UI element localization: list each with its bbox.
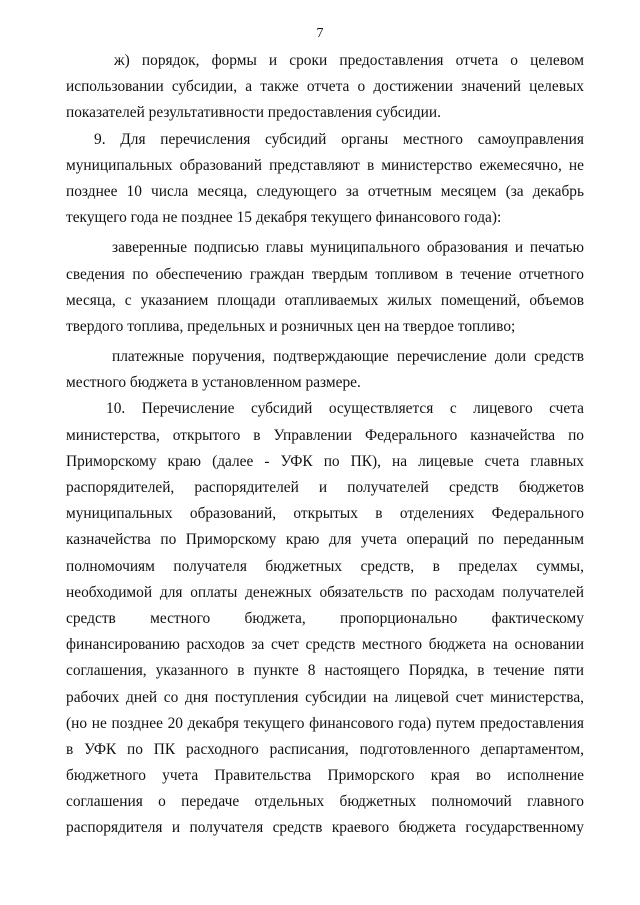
text-line: местного бюджета в установленном размере. [66,374,361,392]
text-line: твердого топлива, предельных и розничных цен на твердое топливо; [66,317,516,335]
text-line: распорядителей, распорядителей и получателей средств бюджетов [66,479,584,496]
text-line: 10. Перечисление субсидий осуществляется с лицевого счета [106,400,584,418]
text-line: финансированию расходов за счет средств местного бюджета на основании [66,636,584,654]
text-line: полномочиям получателя бюджетных средств, в пределах суммы, [66,557,584,575]
paragraph-item-10 [66,396,584,841]
text-line: показателей результативности предоставления субсидии. [66,104,441,122]
text-line: распорядителя и получателя средств краевого бюджета государственному [66,819,584,837]
text-line: ж) порядок, формы и сроки предоставления отчета о целевом [114,52,584,69]
text-line: Приморскому краю (далее - УФК по ПК), на лицевые счета главных [66,452,584,470]
text-line: заверенные подписью главы муниципального образования и печатью [112,239,584,257]
text-line: бюджетного учета Правительства Приморского края во исполнение [66,767,584,785]
text-line: муниципальных образований, открытых в отделениях Федерального [66,505,584,523]
text-line: в УФК по ПК расходного расписания, подготовленного департаментом, [66,740,584,758]
paragraph-item-9-sub-2 [66,344,584,396]
text-line: соглашения, указанного в пункте 8 настоящего Порядка, в течение пяти [66,662,584,680]
text-line: министерства, открытого в Управлении Федерального казначейства по [66,426,584,444]
text-line: соглашения о передаче отдельных бюджетных полномочий главного [66,793,584,811]
text-line: рабочих дней со дня поступления субсидии на лицевой счет министерства, [66,688,584,706]
text-line: использовании субсидии, а также отчета о достижении значений целевых [66,78,584,96]
text-line: казначейства по Приморскому краю для учета операций по переданным [66,531,584,549]
page-number: 7 [316,26,324,41]
paragraph-item-9 [66,127,584,232]
text-line: 9. Для перечисления субсидий органы местного самоуправления [94,130,584,148]
text-line: необходимой для оплаты денежных обязательств по расходам получателей [66,583,584,601]
text-line: сведения по обеспечению граждан твердым топливом в течение отчетного [66,265,584,283]
text-line: (но не позднее 20 декабря текущего финансового года) путем предоставления [66,714,584,732]
document-body [66,48,584,842]
paragraph-item-zh [66,48,584,127]
text-line: позднее 10 числа месяца, следующего за отчетным месяцем (за декабрь [66,182,584,200]
text-line: муниципальных образований представляют в министерство ежемесячно, не [66,156,584,174]
text-line: месяца, с указанием площади отапливаемых жилых помещений, объемов [66,291,584,309]
text-line: платежные поручения, подтверждающие перечисление доли средств [112,348,584,366]
text-line: текущего года не позднее 15 декабря текущего финансового года): [66,209,502,227]
paragraph-item-9-sub-1 [66,235,584,340]
text-line: средств местного бюджета, пропорционально фактическому [66,609,584,627]
